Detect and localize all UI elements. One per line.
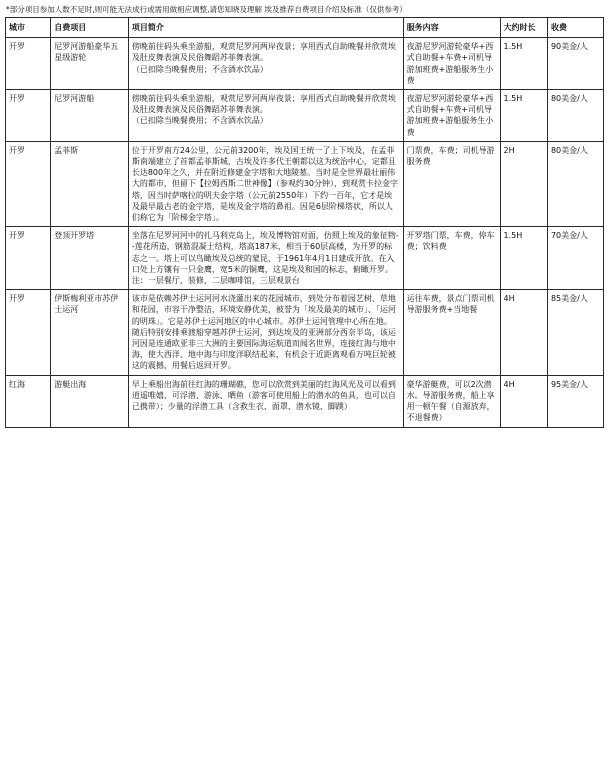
header-duration: 大约时长 [500, 18, 547, 38]
cell-fee: 80美金/人 [547, 141, 603, 226]
cell-description [128, 375, 403, 427]
cell-item: 伊斯梅利亚市苏伊士运河 [51, 290, 129, 375]
cell-duration: 1.5H [500, 227, 547, 290]
header-service: 服务内容 [403, 18, 500, 38]
cell-service: 豪华游艇费，可以2次潜水。导游服务费，船上享用一顿午餐（自源放弃，不退餐费） [403, 375, 500, 427]
cell-service: 开罗塔门票，车费，停车费；饮料费 [403, 227, 500, 290]
cell-fee: 95美金/人 [547, 375, 603, 427]
cell-fee: 85美金/人 [547, 290, 603, 375]
cell-city: 开罗 [6, 227, 51, 290]
cell-city: 红海 [6, 375, 51, 427]
desc-paragraph: 位于开罗南方24公里，公元前3200年，埃及国王统一了上下埃及，在孟菲斯南端建立了首都孟菲斯城，古埃及许多代王朝都以这为统治中心，定都且长达800年之久，并在附近修建金字塔和大地陵墓。当时是全世界最壮丽伟大的都市，但留下【拉姆西斯二世神像】（参观约30分钟），到观赏卡拉金字塔，因当时萨喀拉的明夫金字塔（公元前2550年）下约一百年，它才是埃及最早最古老的金字塔，是埃及金字塔的鼻祖。因是6层阶梯塔状，所以人们称它为「阶梯金字塔」。 [131, 145, 399, 223]
cell-service: 夜游尼罗河游轮豪华+西式自助餐+车费+司机导游加班费+游船服务生小费 [403, 90, 500, 142]
cell-item: 尼罗河游船 [51, 90, 129, 142]
header-description: 项目简介 [128, 18, 403, 38]
page-note: *部分项目参加人数不足时,则可能无法成行或需用做相应调整,请您知晓及理解 埃及推荐自费项目介绍及标准（仅供参考） [6, 5, 407, 14]
desc-paragraph: 傍晚前往码头乘坐游船，观赏尼罗河两岸夜景；享用西式自助晚餐并欣赏埃及肚皮舞表演及民俗舞蹈苏菲舞表演。 [131, 42, 396, 63]
desc-paragraph: 傍晚前往码头乘坐游船，观赏尼罗河两岸夜景；享用西式自助晚餐并欣赏埃及肚皮舞表演及民俗舞蹈苏菲舞表演。 [131, 94, 396, 115]
cell-city: 开罗 [6, 141, 51, 226]
table-header-row [6, 18, 604, 38]
cell-item: 尼罗河游船豪华五星级游轮 [51, 38, 129, 90]
cell-fee: 90美金/人 [547, 38, 603, 90]
cell-fee: 70美金/人 [547, 227, 603, 290]
self-paid-projects-table [5, 17, 604, 428]
cell-service: 门票费，车费；司机导游服务费 [403, 141, 500, 226]
cell-description [128, 38, 403, 90]
table-row [6, 227, 604, 290]
header-city: 城市 [6, 18, 51, 38]
table-row [6, 290, 604, 375]
cell-description [128, 227, 403, 290]
table-row [6, 375, 604, 427]
header-fee: 收费 [547, 18, 603, 38]
table-row [6, 38, 604, 90]
cell-duration: 1.5H [500, 90, 547, 142]
desc-paragraph: 早上乘船出海前往红海的珊瑚礁，您可以欣赏到美丽的红海风光及可以看到逍遥唯嬉、可浮潜、游泳、晒鱼（游客可使用船上的潜水的鱼具，也可以自己携带）；少量的浮潜工具（含救生衣、面罩、潜水镜、脚蹼） [131, 379, 396, 412]
cell-city: 开罗 [6, 290, 51, 375]
table-row [6, 141, 604, 226]
desc-paragraph: 该市是依赖苏伊士运河河水浇灌出来的花园城市，到处分布着园艺树、草地和花园，市容干净整洁，环境安静优美，被誉为「埃及最美的城市」、「运河的明珠」。它是苏伊士运河地区的中心城市。苏伊士运河管理中心所在地。 [131, 294, 396, 326]
cell-service: 夜游尼罗河游轮豪华+西式自助餐+车费+司机导游加班费+游船服务生小费 [403, 38, 500, 90]
cell-city: 开罗 [6, 38, 51, 90]
cell-description [128, 90, 403, 142]
cell-item: 孟菲斯 [51, 141, 129, 226]
cell-duration: 2H [500, 141, 547, 226]
cell-service: 运往车费，景点门票司机导游服务费+当地餐 [403, 290, 500, 375]
cell-description [128, 290, 403, 375]
cell-duration: 4H [500, 375, 547, 427]
table-row [6, 90, 604, 142]
cell-duration: 4H [500, 290, 547, 375]
header-item: 自费项目 [51, 18, 129, 38]
cell-city: 开罗 [6, 90, 51, 142]
desc-paragraph: 随后特别安排乘渡船穿越苏伊士运河，到达埃及的亚洲部分西奈半岛，该运河因是连通欧亚非三大洲的主要国际海运航道而闻名世界，连接红海与地中海，使大西洋、地中海与印度洋联结起来，有机会于近距离观看万吨巨轮被这的震撼，用餐后返回开罗。 [131, 327, 396, 371]
cell-item: 登顶开罗塔 [51, 227, 129, 290]
cell-duration: 1.5H [500, 38, 547, 90]
desc-paragraph: 坐落在尼罗河河中的扎马利克岛上，埃及博物馆对面，仿照上埃及的象征物--莲花所造，钢筋混凝土结构，塔高187米，相当于60层高楼，为开罗的标志之一。塔上可以鸟瞰埃及总统的蒙昆，于1961年4月1日建成开放。在入口处上方镶有一只金鹰，宽5米的铜鹰，这是埃及和国的标志，俯瞰开罗。注：一层餐厅，装修，二层咖啡馆，三层观景台 [131, 231, 399, 286]
cell-fee: 80美金/人 [547, 90, 603, 142]
desc-paragraph: （已扣除当晚餐费用；不含酒水饮品） [131, 64, 268, 74]
cell-description [128, 141, 403, 226]
desc-paragraph: （已扣除当晚餐费用；不含酒水饮品） [131, 116, 268, 126]
cell-item: 游艇出海 [51, 375, 129, 427]
